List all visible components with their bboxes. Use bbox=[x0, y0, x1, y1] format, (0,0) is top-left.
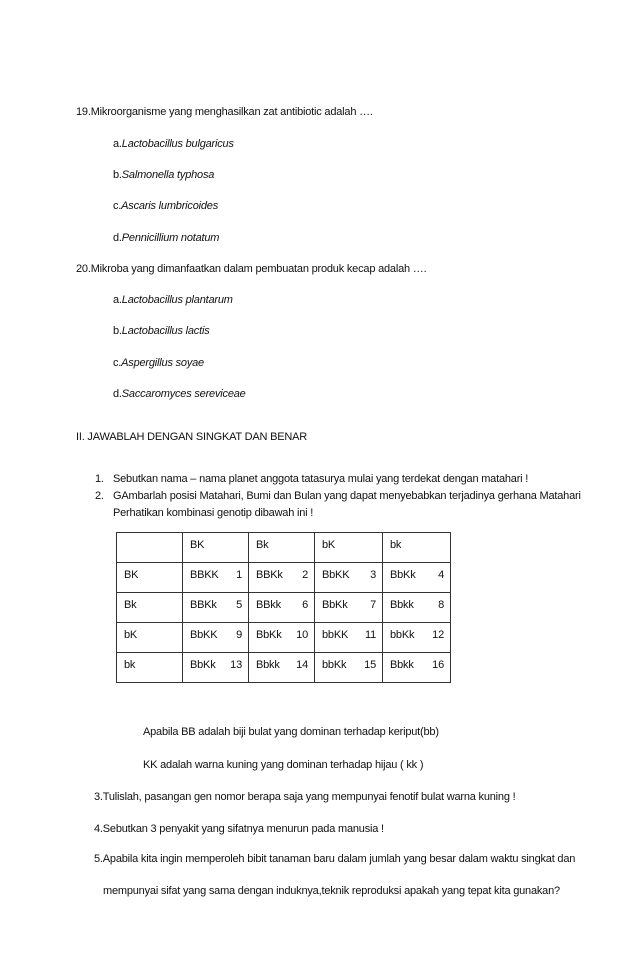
table-cell bbox=[249, 563, 315, 593]
genotype: BbKk bbox=[256, 629, 282, 641]
q19-option-c bbox=[113, 200, 218, 212]
table-cell bbox=[315, 653, 383, 683]
combination-number: 5 bbox=[236, 599, 242, 611]
table-header-cell bbox=[117, 533, 183, 563]
option-prefix: a. bbox=[113, 138, 122, 150]
note-kk: KK adalah warna kuning yang dominan terhadap hijau ( kk ) bbox=[143, 759, 424, 771]
option-prefix: a. bbox=[113, 294, 122, 306]
table-cell bbox=[183, 593, 249, 623]
list-number: 2. bbox=[95, 490, 104, 502]
q19-option-d bbox=[113, 232, 219, 244]
question-5-continuation: mempunyai sifat yang sama dengan induknya,teknik reproduksi apakah yang tepat kita gunakan? bbox=[103, 885, 560, 897]
option-prefix: d. bbox=[113, 388, 122, 400]
question-5: 5.Apabila kita ingin memperoleh bibit tanaman baru dalam jumlah yang besar dalam waktu singkat dan bbox=[94, 853, 576, 865]
combination-number: 10 bbox=[296, 629, 308, 641]
table-row bbox=[117, 653, 451, 683]
list-text: Sebutkan nama – nama planet anggota tatasurya mulai yang terdekat dengan matahari ! bbox=[113, 473, 529, 485]
option-text: Aspergillus soyae bbox=[121, 357, 204, 369]
option-prefix: d. bbox=[113, 232, 122, 244]
table-cell bbox=[383, 653, 451, 683]
section2-item-2 bbox=[95, 490, 581, 502]
table-header-cell: bk bbox=[383, 533, 451, 563]
genotype: BBkk bbox=[256, 599, 281, 611]
combination-number: 14 bbox=[296, 659, 308, 671]
q20-option-d bbox=[113, 388, 246, 400]
genotype: bbKk bbox=[322, 659, 347, 671]
option-text: Lactobacillus lactis bbox=[121, 325, 210, 337]
option-text: Salmonella typhosa bbox=[121, 169, 215, 181]
q20-option-b bbox=[113, 325, 210, 337]
table-cell bbox=[383, 593, 451, 623]
genotype: BbKK bbox=[322, 569, 350, 581]
table-cell bbox=[183, 563, 249, 593]
combination-number: 16 bbox=[432, 659, 444, 671]
q20-option-c bbox=[113, 357, 204, 369]
genotype: BBKk bbox=[190, 599, 217, 611]
table-header-row bbox=[117, 533, 451, 563]
section2-item-1 bbox=[95, 473, 528, 485]
option-text: Lactobacillus plantarum bbox=[121, 294, 233, 306]
table-cell bbox=[315, 563, 383, 593]
option-text: Ascaris lumbricoides bbox=[121, 200, 219, 212]
row-label: bk bbox=[117, 653, 183, 683]
table-cell bbox=[383, 563, 451, 593]
table-header-cell: BK bbox=[183, 533, 249, 563]
combination-number: 2 bbox=[302, 569, 308, 581]
combination-number: 6 bbox=[302, 599, 308, 611]
combination-number: 7 bbox=[370, 599, 376, 611]
option-prefix: b. bbox=[113, 325, 122, 337]
genotype: BbKk bbox=[190, 659, 216, 671]
row-label: BK bbox=[117, 563, 183, 593]
genotype: BbKk bbox=[322, 599, 348, 611]
genotype: bbKk bbox=[390, 629, 415, 641]
q20-option-a bbox=[113, 294, 233, 306]
combination-number: 1 bbox=[236, 569, 242, 581]
genotype: Bbkk bbox=[256, 659, 280, 671]
table-cell bbox=[315, 623, 383, 653]
combination-number: 11 bbox=[364, 629, 376, 641]
section2-item-2-continuation: Perhatikan kombinasi genotip dibawah ini ! bbox=[113, 507, 314, 519]
table-header-cell: bK bbox=[315, 533, 383, 563]
table-cell bbox=[249, 593, 315, 623]
combination-number: 4 bbox=[438, 569, 444, 581]
table-cell bbox=[249, 623, 315, 653]
option-text: Pennicillium notatum bbox=[121, 232, 220, 244]
list-text: GAmbarlah posisi Matahari, Bumi dan Bulan yang dapat menyebabkan terjadinya gerhana Matahari bbox=[113, 490, 581, 502]
option-prefix: b. bbox=[113, 169, 122, 181]
option-prefix: c. bbox=[113, 357, 122, 369]
table-row bbox=[117, 593, 451, 623]
table-cell bbox=[249, 653, 315, 683]
table-row bbox=[117, 563, 451, 593]
genotype: BBKk bbox=[256, 569, 283, 581]
genotype: Bbkk bbox=[390, 659, 414, 671]
section-heading: II. JAWABLAH DENGAN SINGKAT DAN BENAR bbox=[76, 431, 307, 443]
option-text: Lactobacillus bulgaricus bbox=[121, 138, 234, 150]
table-cell bbox=[183, 653, 249, 683]
note-bb: Apabila BB adalah biji bulat yang dominan terhadap keriput(bb) bbox=[143, 726, 439, 738]
q19-option-a bbox=[113, 138, 234, 150]
question-4: 4.Sebutkan 3 penyakit yang sifatnya menurun pada manusia ! bbox=[94, 823, 384, 835]
table-row bbox=[117, 623, 451, 653]
list-number: 1. bbox=[95, 473, 104, 485]
combination-number: 3 bbox=[370, 569, 376, 581]
row-label: Bk bbox=[117, 593, 183, 623]
table-cell bbox=[383, 623, 451, 653]
table-cell bbox=[183, 623, 249, 653]
q19-option-b bbox=[113, 169, 214, 181]
combination-number: 9 bbox=[236, 629, 242, 641]
genotype: BBKK bbox=[190, 569, 219, 581]
genotype: bbKK bbox=[322, 629, 349, 641]
question-3: 3.Tulislah, pasangan gen nomor berapa saja yang mempunyai fenotif bulat warna kuning ! bbox=[94, 791, 516, 803]
table-cell bbox=[315, 593, 383, 623]
combination-number: 13 bbox=[230, 659, 242, 671]
genotype-table bbox=[116, 532, 451, 683]
row-label: bK bbox=[117, 623, 183, 653]
table-header-cell: Bk bbox=[249, 533, 315, 563]
combination-number: 15 bbox=[364, 659, 376, 671]
genotype: BbKK bbox=[190, 629, 218, 641]
genotype: BbKk bbox=[390, 569, 416, 581]
question-19: 19.Mikroorganisme yang menghasilkan zat antibiotic adalah …. bbox=[76, 106, 373, 118]
option-text: Saccaromyces sereviceae bbox=[121, 388, 246, 400]
genotype: Bbkk bbox=[390, 599, 414, 611]
combination-number: 12 bbox=[432, 629, 444, 641]
question-20: 20.Mikroba yang dimanfaatkan dalam pembuatan produk kecap adalah …. bbox=[76, 263, 427, 275]
combination-number: 8 bbox=[438, 599, 444, 611]
option-prefix: c. bbox=[113, 200, 122, 212]
